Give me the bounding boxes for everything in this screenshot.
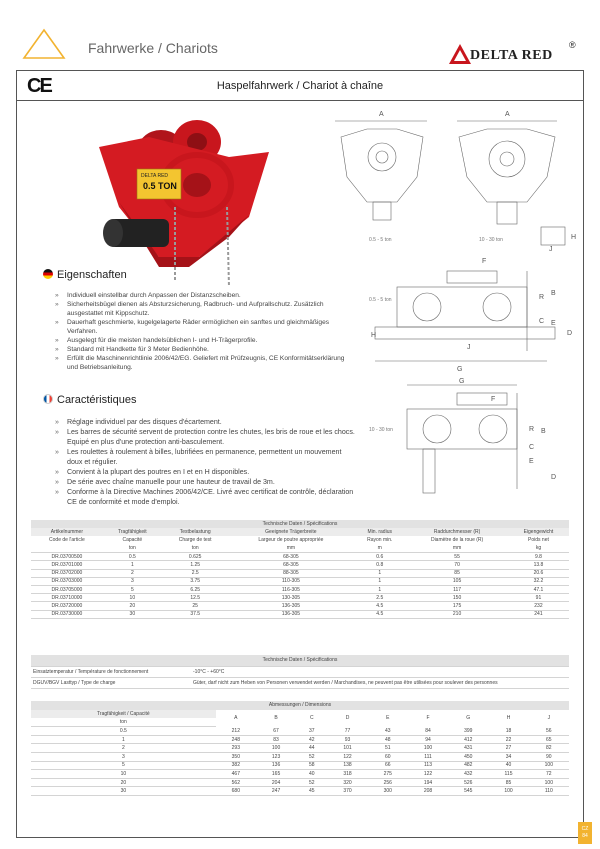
table-cell: 37 <box>296 727 327 736</box>
unit-cell: m <box>353 545 406 553</box>
list-item: » Dauerhaft geschmierte, kugelgelagerte Räder ermöglichen ein sanftes und gleichmäßiges Verfahren. <box>55 318 355 336</box>
dim-label-j2: J <box>467 344 471 351</box>
drawing-label-small: 0.5 - 5 ton <box>369 237 392 243</box>
table-cell: 94 <box>408 735 448 744</box>
list-item: » Ausgelegt für die meisten handelsüblichen I- und H-Trägerprofile. <box>55 336 355 345</box>
french-flag-icon <box>43 394 53 404</box>
table-cell: 51 <box>368 744 408 753</box>
dim-label-b2: B <box>541 428 546 435</box>
table-cell: 136 <box>256 761 296 770</box>
table-cell: 91 <box>508 594 569 602</box>
table-cell: DR.03703000 <box>31 577 103 585</box>
table-row <box>31 610 569 618</box>
table-cell: 175 <box>406 602 508 610</box>
table-cell: 212 <box>216 727 256 736</box>
col-header: Tragfähigkeit <box>117 529 147 536</box>
table-cell: 1 <box>353 577 406 585</box>
features-fr-title: Caractéristiques <box>57 394 137 406</box>
table-cell: 20 <box>103 602 162 610</box>
table-cell: 30 <box>31 787 216 796</box>
table-cell: 0.625 <box>162 553 229 561</box>
table-cell: 545 <box>448 787 488 796</box>
table-cell: 208 <box>408 787 448 796</box>
table-row <box>31 761 569 770</box>
table-cell: 4.5 <box>353 610 406 618</box>
list-item: » De série avec chaîne manuelle pour une hauteur de travail de 3m. <box>55 477 355 487</box>
table-cell: 412 <box>448 735 488 744</box>
table-cell: 3 <box>31 753 216 762</box>
table-cell: DR.03720000 <box>31 602 103 610</box>
table-cell: 2 <box>31 744 216 753</box>
table-cell: 562 <box>216 778 256 787</box>
table-cell: 13.8 <box>508 561 569 569</box>
table-cell: 30 <box>103 610 162 618</box>
table-cell: 1 <box>31 735 216 744</box>
table-cell: 113 <box>408 761 448 770</box>
table-cell: DR.03701000 <box>31 561 103 569</box>
table-cell: 122 <box>408 770 448 779</box>
features-de-list <box>55 291 355 372</box>
table-cell: 34 <box>488 753 528 762</box>
table-cell: 467 <box>216 770 256 779</box>
table-row <box>31 727 569 736</box>
ce-mark: CE <box>27 75 51 97</box>
table-cell: 70 <box>406 561 508 569</box>
table-cell: 22 <box>488 735 528 744</box>
table-cell: 232 <box>508 602 569 610</box>
table-cell: 93 <box>327 735 367 744</box>
unit-cell: mm <box>406 545 508 553</box>
table-cell: 123 <box>256 753 296 762</box>
table-cell: 2.5 <box>353 594 406 602</box>
table-cell: 2 <box>103 569 162 577</box>
product-title: Haspelfahrwerk / Chariot à chaîne <box>216 80 384 92</box>
table-cell: 1 <box>353 569 406 577</box>
table-cell: 110 <box>529 787 569 796</box>
col-header: Raddurchmesser (R) <box>433 529 481 536</box>
table-cell: 72 <box>529 770 569 779</box>
col-header: A <box>234 715 238 722</box>
table-cell: 55 <box>406 553 508 561</box>
col-header: Charge de test <box>178 537 212 544</box>
table-cell: 47.1 <box>508 586 569 594</box>
col-header: Artikelnummer <box>50 529 83 536</box>
table-cell: 138 <box>327 761 367 770</box>
col-header: Code de l'article <box>49 537 85 544</box>
dimensions-table-title: Abmessungen / Dimensions <box>268 702 332 709</box>
spec-table-2-title: Technische Daten / Spécifications <box>31 655 569 666</box>
dim-label-f1: F <box>482 258 487 265</box>
table-row <box>31 569 569 577</box>
table-cell: 100 <box>408 744 448 753</box>
table-cell: 101 <box>327 744 367 753</box>
dim-label-g2: G <box>459 378 465 385</box>
dim-label-c1: C <box>539 318 545 325</box>
table-cell: 12.5 <box>162 594 229 602</box>
unit-cell: mm <box>228 545 353 553</box>
table-cell: 100 <box>488 787 528 796</box>
german-flag-icon <box>43 269 53 279</box>
title-bar <box>17 71 583 101</box>
table-cell: 1.25 <box>162 561 229 569</box>
table-cell: 68-305 <box>228 561 353 569</box>
list-item: » Convient à la plupart des poutres en I et en H disponibles. <box>55 467 355 477</box>
list-item: » Individuell einstellbar durch Anpassen der Distanzscheiben. <box>55 291 355 300</box>
table-cell: 399 <box>448 727 488 736</box>
features-de-heading <box>43 269 127 281</box>
table-cell: 40 <box>488 761 528 770</box>
table-cell: 248 <box>216 735 256 744</box>
dim-label-e2: E <box>529 458 534 465</box>
table-cell: 293 <box>216 744 256 753</box>
registered-mark: ® <box>569 40 576 50</box>
table-cell: 0.5 <box>103 553 162 561</box>
table-row <box>31 778 569 787</box>
dimensions-table <box>31 701 569 796</box>
table-cell: DR.03710000 <box>31 594 103 602</box>
unit-cell: ton <box>103 545 162 553</box>
features-fr-list <box>55 417 355 507</box>
table-cell: 5 <box>31 761 216 770</box>
table-cell: 52 <box>296 753 327 762</box>
brand-name: DELTA RED <box>470 48 553 63</box>
col-header: J <box>547 715 551 722</box>
table-cell: DR.03705000 <box>31 586 103 594</box>
table-row <box>31 586 569 594</box>
dim-label-b1: B <box>551 290 556 297</box>
table-cell: 42 <box>296 735 327 744</box>
table-cell: 116-305 <box>228 586 353 594</box>
table-cell: 58 <box>296 761 327 770</box>
table-row <box>31 770 569 779</box>
table-cell: 194 <box>408 778 448 787</box>
table-cell: 25 <box>162 602 229 610</box>
plate-brand: DELTA RED <box>141 173 169 179</box>
spec-label: Einsatztemperatur / Température de fonctionnement <box>31 666 191 677</box>
unit-cell: kg <box>508 545 569 553</box>
dim-label-g1: G <box>457 366 463 373</box>
page-code: CZ <box>581 826 589 832</box>
table-cell: 9.8 <box>508 553 569 561</box>
unit-cell: ton <box>162 545 229 553</box>
table-cell: 204 <box>256 778 296 787</box>
brand-logo <box>447 40 587 68</box>
warning-triangle-icon <box>22 28 66 60</box>
table-cell: 10 <box>31 770 216 779</box>
dim-label-a1: A <box>379 111 384 118</box>
side-view-drawing-large <box>367 379 577 499</box>
table-cell: 20.6 <box>508 569 569 577</box>
table-row <box>31 561 569 569</box>
features-de-title: Eigenschaften <box>57 269 127 281</box>
table-cell: 88-305 <box>228 569 353 577</box>
spec-value: Güter, darf nicht zum Heben von Personen verwendet werden / Marchandises, ne peuvent pas être utilisées pour soulever des personnes <box>191 677 569 688</box>
table-cell: 0.8 <box>353 561 406 569</box>
table-cell: 56 <box>529 727 569 736</box>
list-item: » Les roulettes à roulement à billes, lubrifiées en permanence, permettent un mouvement doux et régulier. <box>55 447 355 467</box>
table-row <box>31 577 569 585</box>
drawing-label-large: 10 - 30 ton <box>479 237 503 243</box>
col-header: F <box>426 715 430 722</box>
dim-label-c2: C <box>529 444 535 451</box>
page-number: 84 <box>582 833 588 839</box>
table-cell: 40 <box>296 770 327 779</box>
table-cell: DR.03702000 <box>31 569 103 577</box>
table-cell: 370 <box>327 787 367 796</box>
table-cell: DR.03700500 <box>31 553 103 561</box>
col-header: Poids net <box>528 537 549 544</box>
dim-label-d2: D <box>551 474 557 481</box>
list-item: » Erfüllt die Maschinenrichtlinie 2006/42/EG. Geliefert mit Prüfzeugnis, CE Konformitätserklärung und Betriebsanleitung. <box>55 354 355 372</box>
dim-label-h2: H <box>371 332 377 339</box>
spec-table-2 <box>31 655 569 689</box>
col-header: H <box>506 715 511 722</box>
col-header: B <box>274 715 278 722</box>
table-cell: 210 <box>406 610 508 618</box>
table-cell: 32.2 <box>508 577 569 585</box>
category-title: Fahrwerke / Chariots <box>88 40 218 56</box>
table-row <box>31 602 569 610</box>
table-cell: 84 <box>408 727 448 736</box>
col-header: Min. radius <box>367 529 392 536</box>
table-cell: 482 <box>448 761 488 770</box>
table-cell: 432 <box>448 770 488 779</box>
table-cell: 77 <box>327 727 367 736</box>
col-header: G <box>466 715 471 722</box>
dim-label-a2: A <box>505 111 510 118</box>
table-cell: 318 <box>327 770 367 779</box>
table-cell: 382 <box>216 761 256 770</box>
table-cell: 90 <box>529 753 569 762</box>
table-cell: 241 <box>508 610 569 618</box>
table-cell: 350 <box>216 753 256 762</box>
features-fr-heading <box>43 394 136 406</box>
table-cell: 2.5 <box>162 569 229 577</box>
table-cell: 165 <box>256 770 296 779</box>
table-cell: 450 <box>448 753 488 762</box>
table-cell: 66 <box>368 761 408 770</box>
table-cell: 526 <box>448 778 488 787</box>
table-cell: 45 <box>296 787 327 796</box>
table-cell: 82 <box>529 744 569 753</box>
table-cell: 431 <box>448 744 488 753</box>
table-cell: 136-305 <box>228 602 353 610</box>
table-cell: 0.5 <box>31 727 216 736</box>
table-cell: 115 <box>488 770 528 779</box>
dim-label-e1: E <box>551 320 556 327</box>
spec-table <box>31 520 569 619</box>
table-cell: 43 <box>368 727 408 736</box>
table-cell: 85 <box>488 778 528 787</box>
table-cell: 117 <box>406 586 508 594</box>
list-item: » Sicherheitsbügel dienen als Absturzsicherung, Radbruch- und Aufprallschutz. Zusätzlich ausgestattet mit Kippschutz. <box>55 300 355 318</box>
table-cell: 3 <box>103 577 162 585</box>
corner-label: Tragfähigkeit / Capacité <box>31 710 216 719</box>
table-row <box>31 594 569 602</box>
table-cell: 3.75 <box>162 577 229 585</box>
col-header: Largeur de poutre appropriée <box>258 537 324 544</box>
table-cell: 5 <box>103 586 162 594</box>
table-cell: 20 <box>31 778 216 787</box>
dim-label-j: J <box>549 246 553 253</box>
col-header: Rayon min. <box>367 537 393 544</box>
dim-label-d1: D <box>567 330 573 337</box>
table-cell: 100 <box>529 778 569 787</box>
plate-capacity: 0.5 TON <box>143 181 177 191</box>
side-view-drawing-small <box>367 251 577 371</box>
trolley-illustration <box>99 120 269 287</box>
table-cell: 18 <box>488 727 528 736</box>
col-header: Eigengewicht <box>523 529 554 536</box>
table-cell: 111 <box>408 753 448 762</box>
table-cell: 65 <box>529 735 569 744</box>
table-cell: 60 <box>368 753 408 762</box>
table-row <box>31 735 569 744</box>
table-cell: 100 <box>529 761 569 770</box>
table-cell: 4.5 <box>353 602 406 610</box>
table-cell: 100 <box>256 744 296 753</box>
dim-label-f2: F <box>491 396 496 403</box>
col-header: Testbelastung <box>179 529 211 536</box>
table-cell: 680 <box>216 787 256 796</box>
table-cell: 68-305 <box>228 553 353 561</box>
page-tab <box>578 822 592 844</box>
table-cell: 10 <box>103 594 162 602</box>
table-row <box>31 553 569 561</box>
dim-label-h: H <box>571 234 577 241</box>
table-cell: 136-305 <box>228 610 353 618</box>
col-header: C <box>309 715 314 722</box>
table-cell: 1 <box>103 561 162 569</box>
product-sheet <box>16 70 584 838</box>
table-cell: 85 <box>406 569 508 577</box>
table-cell: 6.25 <box>162 586 229 594</box>
table-cell: 110-305 <box>228 577 353 585</box>
table-cell: 48 <box>368 735 408 744</box>
unit-cell <box>31 545 103 553</box>
table-cell: 130-305 <box>228 594 353 602</box>
table-cell: 83 <box>256 735 296 744</box>
col-header: D <box>345 715 350 722</box>
table-cell: 247 <box>256 787 296 796</box>
table-cell: 256 <box>368 778 408 787</box>
table-cell: 320 <box>327 778 367 787</box>
table-cell: 1 <box>353 586 406 594</box>
col-header: Diamètre de la roue (R) <box>430 537 484 544</box>
table-cell: DR.03730000 <box>31 610 103 618</box>
table-cell: 105 <box>406 577 508 585</box>
drawing-label-side-large: 10 - 30 ton <box>369 427 393 433</box>
dim-label-r1: R <box>539 294 545 301</box>
table-cell: 150 <box>406 594 508 602</box>
list-item: » Les barres de sécurité servent de protection contre les chutes, les bris de roue et les chocs. Equipé en plus d'une protection anti-basculement. <box>55 427 355 447</box>
table-cell: 52 <box>296 778 327 787</box>
dim-label-r2: R <box>529 426 535 433</box>
table-row <box>31 744 569 753</box>
table-cell: 44 <box>296 744 327 753</box>
spec-label: DGUV/BGV Lasttyp / Type de charge <box>31 677 191 688</box>
spec-table-title: Technische Daten / Spécifications <box>262 521 338 528</box>
table-row <box>31 753 569 762</box>
table-cell: 67 <box>256 727 296 736</box>
spec-value: -10°C - +60°C <box>191 666 569 677</box>
table-cell: 275 <box>368 770 408 779</box>
table-cell: 37.5 <box>162 610 229 618</box>
front-view-drawings <box>327 107 577 253</box>
list-item: » Standard mit Handkette für 3 Meter Bedienhöhe. <box>55 345 355 354</box>
drawing-label-side-small: 0.5 - 5 ton <box>369 297 392 303</box>
col-header: Geeignete Trägerbreite <box>265 529 317 536</box>
list-item: » Réglage individuel par des disques d'écartement. <box>55 417 355 427</box>
table-cell: 27 <box>488 744 528 753</box>
col-header: Capacité <box>122 537 143 544</box>
page-header <box>0 0 600 68</box>
table-cell: 0.6 <box>353 553 406 561</box>
table-cell: 122 <box>327 753 367 762</box>
table-cell: 300 <box>368 787 408 796</box>
col-header: E <box>386 715 390 722</box>
list-item: » Conforme à la Directive Machines 2006/42/CE. Livré avec certificat de contrôle, déclaration CE de conformité et mode d'emploi. <box>55 487 355 507</box>
corner-unit: ton <box>31 718 216 727</box>
table-row <box>31 787 569 796</box>
